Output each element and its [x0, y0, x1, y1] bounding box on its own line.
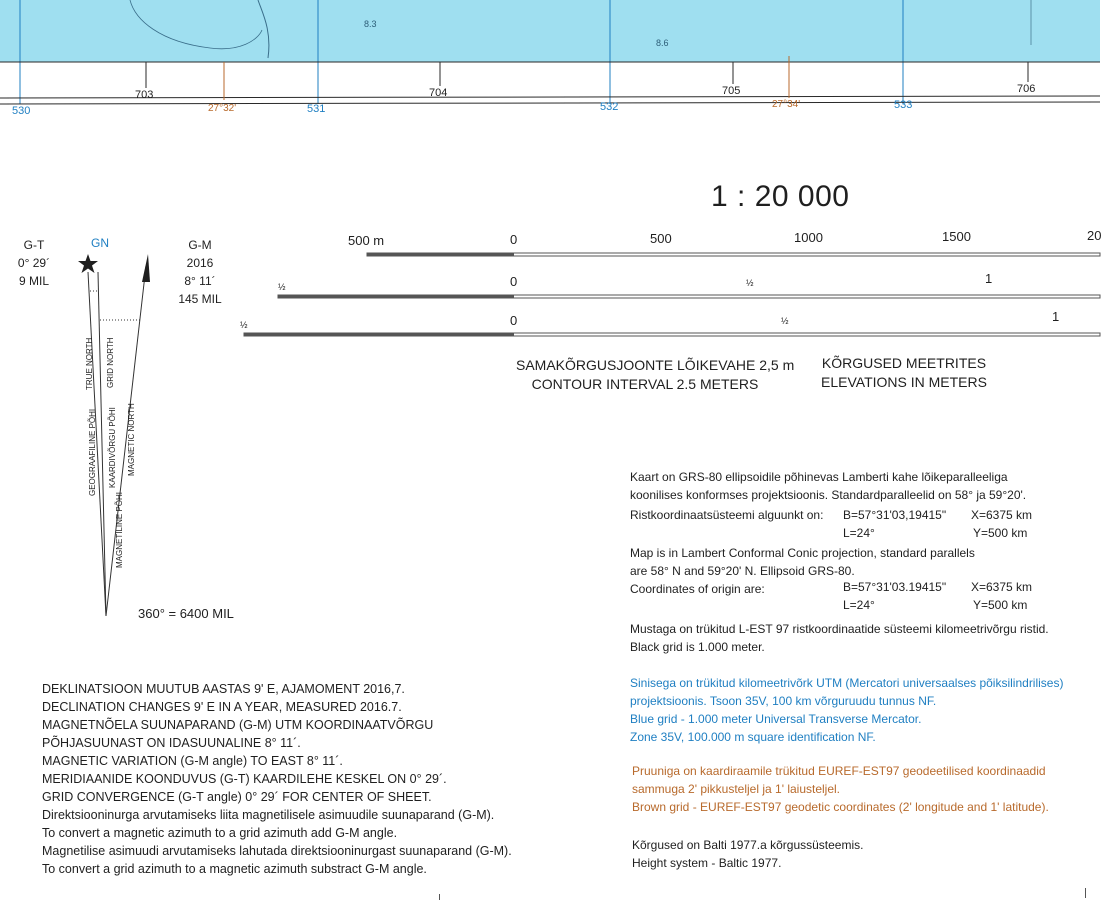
gt-label: G-T	[23, 238, 45, 252]
origin-et-x: X=6375 km	[971, 508, 1033, 522]
contour-interval	[516, 356, 795, 394]
scale-tick-label: 1	[1052, 309, 1060, 324]
brown-grid-line: sammuga 2' pikkusteljel ja 1' laiusteljel.	[632, 782, 841, 796]
geo-north-label-et: GEOGRAAFILINE PÕHI	[88, 408, 97, 496]
utm-grid-label: 531	[307, 103, 326, 115]
scale-bars-svg	[240, 245, 1100, 345]
origin-et-label: Ristkoordinaatsüsteemi alguunkt on:	[630, 508, 824, 522]
mile-scale-bar-segment	[278, 295, 514, 298]
scale-tick-label: ½	[240, 320, 248, 330]
scale-title: 1 : 20 000	[711, 180, 850, 213]
origin-en-b: B=57°31'03.19415"	[843, 580, 947, 594]
geodetic-label: 27°34'	[772, 99, 801, 110]
projection-et	[630, 468, 1026, 504]
magnetic-north-label-et: MAGNETILINE PÕHI	[115, 491, 124, 568]
declination-line: To convert a magnetic azimuth to a grid azimuth add G-M angle.	[42, 826, 398, 840]
scale-unit-label: 500 m	[348, 233, 385, 248]
scale-tick-label: 1000	[794, 230, 823, 245]
scale-tick-label: 20	[1087, 228, 1101, 243]
scale-tick-label: 1	[985, 271, 993, 286]
elevations-en: ELEVATIONS IN METERS	[821, 374, 987, 390]
utm-grid-label: 532	[600, 101, 619, 113]
scale-tick-label: 0	[510, 232, 518, 247]
edge-mark	[1085, 888, 1086, 898]
gt-mil: 9 MIL	[18, 274, 49, 288]
grid-north-label-et: KAARDIVÕRGU PÕHI	[108, 407, 117, 488]
declination-line: MERIDIAANIDE KOONDUVUS (G-T) KAARDILEHE KESKEL ON 0° 29´.	[42, 772, 447, 786]
projection-en-line: are 58° N and 59°20' N. Ellipsoid GRS-80.	[630, 564, 855, 578]
gt-label-block	[12, 236, 56, 290]
mil-note: 360° = 6400 MIL	[138, 606, 234, 621]
brown-grid-line: Brown grid - EUREF-EST97 geodetic coordinates (2' longitude and 1' latitude).	[632, 800, 1049, 814]
black-grid-line: Black grid is 1.000 meter.	[630, 640, 765, 654]
true-north-star-icon	[78, 254, 98, 273]
origin-et-l: L=24°	[843, 526, 875, 540]
geodetic-label: 27°32'	[208, 103, 237, 114]
declination-line: MAGNETNÕELA SUUNAPARAND (G-M) UTM KOORDINAATVÕRGU	[42, 718, 434, 732]
gm-year: 2016	[186, 256, 214, 270]
contour-interval-en: CONTOUR INTERVAL 2.5 METERS	[531, 376, 759, 392]
origin-en-label: Coordinates of origin are:	[630, 582, 765, 596]
black-grid-note	[630, 620, 1049, 656]
declination-line: DEKLINATSIOON MUUTUB AASTAS 9' E, AJAMOMENT 2016,7.	[42, 682, 405, 696]
origin-en-x: X=6375 km	[971, 580, 1033, 594]
gm-mil: 145 MIL	[178, 292, 222, 306]
grid-north-line	[98, 272, 106, 616]
black-grid-label: 704	[429, 87, 448, 99]
depth-contour	[130, 0, 262, 49]
contour-interval-et: SAMAKÕRGUSJOONTE LÕIKEVAHE 2,5 m	[516, 357, 795, 373]
height-system-line: Kõrgused on Balti 1977.a kõrgussüsteemis.	[632, 838, 864, 852]
black-grid-label: 706	[1017, 83, 1036, 95]
blue-grid-line: projektsioonis. Tsoon 35V, 100 km võrguruudu tunnus NF.	[630, 694, 937, 708]
declination-line: PÕHJASUUNAST ON IDASUUNALINE 8° 11´.	[42, 736, 301, 750]
declination-line: To convert a grid azimuth to a magnetic azimuth substract G-M angle.	[42, 862, 427, 876]
meter-scale-bar-segment	[367, 253, 514, 256]
blue-grid-line: Blue grid - 1.000 meter Universal Transverse Mercator.	[630, 712, 922, 726]
utm-grid-label: 530	[12, 105, 31, 117]
scale-tick-label: 0	[510, 313, 518, 328]
declination-line: MAGNETIC VARIATION (G-M angle) TO EAST 8° 11´.	[42, 754, 343, 768]
black-grid-line: Mustaga on trükitud L-EST 97 ristkoordinaatide süsteemi kilomeetrivõrgu ristid.	[630, 622, 1049, 636]
declination-line: DECLINATION CHANGES 9' E IN A YEAR, MEASURED 2016.7.	[42, 700, 402, 714]
gm-label-block	[172, 236, 228, 308]
magnetic-north-arrow-icon	[142, 254, 150, 282]
origin-et-b: B=57°31'03,19415"	[843, 508, 947, 522]
scale-tick-label: ½	[781, 316, 789, 326]
blue-grid-note	[630, 674, 1063, 746]
origin-en-y: Y=500 km	[973, 598, 1028, 612]
grid-north-label: GRID NORTH	[106, 337, 115, 388]
declination-line: Magnetilise asimuudi arvutamiseks lahutada direktsiooninurgast suunaparand (G-M).	[42, 844, 512, 858]
projection-en	[630, 544, 975, 580]
nautical-scale-bar-segment	[244, 333, 514, 336]
origin-en-l: L=24°	[843, 598, 875, 612]
blue-grid-line: Zone 35V, 100.000 m square identification NF.	[630, 730, 876, 744]
elevations-et: KÕRGUSED MEETRITES	[821, 355, 987, 371]
true-north-label: TRUE NORTH	[85, 337, 94, 390]
utm-grid-label: 533	[894, 99, 913, 111]
blue-grid-line: Sinisega on trükitud kilomeetrivõrk UTM (Mercatori universaalses põiksilindrilises)	[630, 676, 1064, 690]
scale-tick-label: 1500	[942, 229, 971, 244]
gm-label: G-M	[188, 238, 212, 252]
map-frame-svg	[0, 0, 1100, 125]
frame-line	[0, 96, 1100, 98]
depth-label: 8.6	[656, 38, 669, 48]
origin-et-y: Y=500 km	[973, 526, 1028, 540]
projection-en-line: Map is in Lambert Conformal Conic projection, standard parallels	[630, 546, 975, 560]
gm-angle: 8° 11´	[184, 274, 216, 288]
projection-et-line: Kaart on GRS-80 ellipsoidile põhinevas Lamberti kahe lõikeparalleeliga	[630, 470, 1008, 484]
magnetic-north-label: MAGNETIC NORTH	[127, 403, 136, 476]
projection-et-line: koonilises konformses projektsioonis. Standardparalleelid on 58° ja 59°20'.	[630, 488, 1027, 502]
height-system-line: Height system - Baltic 1977.	[632, 856, 782, 870]
declination-line: GRID CONVERGENCE (G-T angle) 0° 29´ FOR CENTER OF SHEET.	[42, 790, 432, 804]
shoreline	[258, 0, 269, 58]
frame-line	[0, 102, 1100, 104]
scale-tick-label: ½	[746, 278, 754, 288]
height-system-note	[632, 836, 863, 872]
edge-mark	[439, 894, 440, 900]
elevations-note	[804, 354, 1004, 392]
scale-tick-label: 0	[510, 274, 518, 289]
black-grid-label: 705	[722, 85, 741, 97]
gn-label: GN	[91, 236, 109, 250]
declination-line: Direktsiooninurga arvutamiseks liita magnetilisele asimuudile suunaparand (G-M).	[42, 808, 495, 822]
depth-label: 8.3	[364, 19, 377, 29]
brown-grid-line: Pruuniga on kaardiraamile trükitud EUREF-EST97 geodeetilised koordinaadid	[632, 764, 1046, 778]
brown-grid-note	[632, 762, 1049, 816]
scale-tick-label: 500	[650, 231, 672, 246]
black-grid-label: 703	[135, 89, 154, 101]
gt-angle: 0° 29´	[17, 256, 51, 270]
declination-notes	[42, 680, 512, 878]
scale-tick-label: ½	[278, 282, 286, 292]
